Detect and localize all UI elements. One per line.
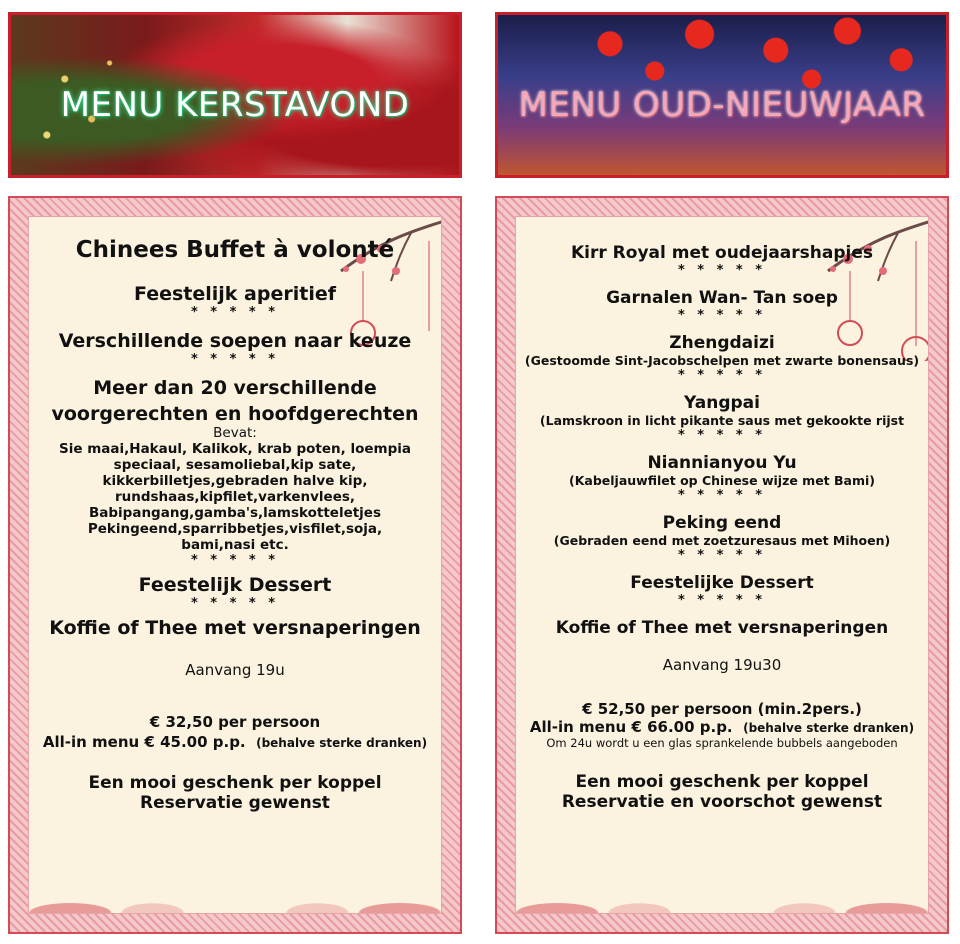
decor-waves (29, 823, 441, 913)
start-time: Aanvang 19u30 (662, 656, 782, 674)
oud-nieuwjaar-banner-title: MENU OUD-NIEUWJAAR (518, 85, 926, 125)
course-separator: * * * * * (677, 593, 767, 608)
kerstavond-column (8, 0, 462, 178)
oud-nieuwjaar-column (495, 0, 949, 178)
allin-note: (behalve sterke dranken) (743, 721, 915, 735)
course-separator: * * * * * (677, 428, 767, 443)
allin-label: All-in menu € 45.00 p.p. (42, 733, 246, 751)
oud-nieuwjaar-banner (495, 12, 949, 178)
course-separator: * * * * * (677, 308, 767, 323)
course-description: (Kabeljauwfilet op Chinese wijze met Bami) (569, 473, 875, 488)
course-separator: * * * * * (190, 596, 280, 611)
menu-course: Feestelijke Dessert (630, 573, 814, 593)
dish-list (29, 441, 441, 553)
gift-note: Een mooi geschenk per koppel (575, 772, 869, 792)
course-separator: * * * * * (677, 263, 767, 278)
menu-course: Niannianyou Yu (647, 453, 797, 473)
course-description: (Lamskroon in licht pikante saus met gekookte rijst (539, 413, 905, 428)
gift-note: Een mooi geschenk per koppel (88, 773, 382, 793)
course-separator: * * * * * (677, 548, 767, 563)
start-time: Aanvang 19u (185, 661, 285, 679)
oud-nieuwjaar-menu-paper (515, 216, 929, 914)
dish-line: bami,nasi etc. (181, 537, 289, 553)
kerstavond-banner (8, 12, 462, 178)
dish-line: Pekingeend,sparribbetjes,visfilet,soja, (87, 521, 383, 537)
kerstavond-menu-card (8, 196, 462, 934)
reservation-note: Reservatie en voorschot gewenst (561, 792, 883, 812)
course-separator: * * * * * (677, 488, 767, 503)
dish-line: Babipangang,gamba's,lamskotteletjes (88, 505, 381, 521)
reservation-note: Reservatie gewenst (140, 793, 330, 813)
course-separator: * * * * * (190, 352, 280, 367)
allin-label: All-in menu € 66.00 p.p. (529, 718, 733, 736)
dish-line: rundshaas,kipfilet,varkenvlees, (114, 489, 356, 505)
course-separator: * * * * * (677, 368, 767, 383)
dish-line: Sie maai,Hakaul, Kalikok, krab poten, loempia (59, 441, 411, 457)
course-separator: * * * * * (190, 553, 280, 568)
allin-price (516, 718, 928, 736)
oud-nieuwjaar-menu-card (495, 196, 949, 934)
menu-course: Kirr Royal met oudejaarshapjes (570, 243, 873, 263)
decor-waves (516, 823, 928, 913)
allin-price (29, 733, 441, 751)
course-separator: * * * * * (190, 305, 280, 320)
price: € 32,50 per persoon (149, 713, 321, 731)
menu-heading: Chinees Buffet à volonté (75, 237, 395, 263)
dish-line: speciaal, sesamoliebal,kip sate, (113, 457, 357, 473)
oud-nieuwjaar-menu-text (516, 217, 928, 812)
allin-note: (behalve sterke dranken) (256, 736, 428, 750)
menu-course: Feestelijk Dessert (138, 574, 332, 596)
price: € 52,50 per persoon (min.2pers.) (582, 700, 862, 718)
menu-course: Zhengdaizi (669, 333, 775, 353)
menu-course: Peking eend (662, 513, 782, 533)
menu-course: voorgerechten en hoofdgerechten (51, 403, 419, 425)
menu-course: Meer dan 20 verschillende (93, 377, 377, 399)
kerstavond-banner-title: MENU KERSTAVOND (60, 85, 410, 125)
course-description: (Gestoomde Sint-Jacobschelpen met zwarte bonensaus) (524, 353, 920, 368)
course-description: (Gebraden eend met zoetzuresaus met Mihoen) (553, 533, 891, 548)
kerstavond-menu-text (29, 217, 441, 813)
menu-course: Feestelijk aperitief (134, 283, 336, 305)
menu-bevat: Bevat: (213, 425, 257, 441)
dish-line: kikkerbilletjes,gebraden halve kip, (102, 473, 368, 489)
menu-course: Verschillende soepen naar keuze (58, 330, 412, 352)
bubbels-note: Om 24u wordt u een glas sprankelende bubbels aangeboden (546, 736, 898, 750)
menu-course: Garnalen Wan- Tan soep (606, 288, 838, 308)
menu-course: Yangpai (684, 393, 760, 413)
kerstavond-menu-paper (28, 216, 442, 914)
menu-course: Koffie of Thee met versnaperingen (49, 617, 421, 639)
menu-course: Koffie of Thee met versnaperingen (555, 618, 889, 638)
